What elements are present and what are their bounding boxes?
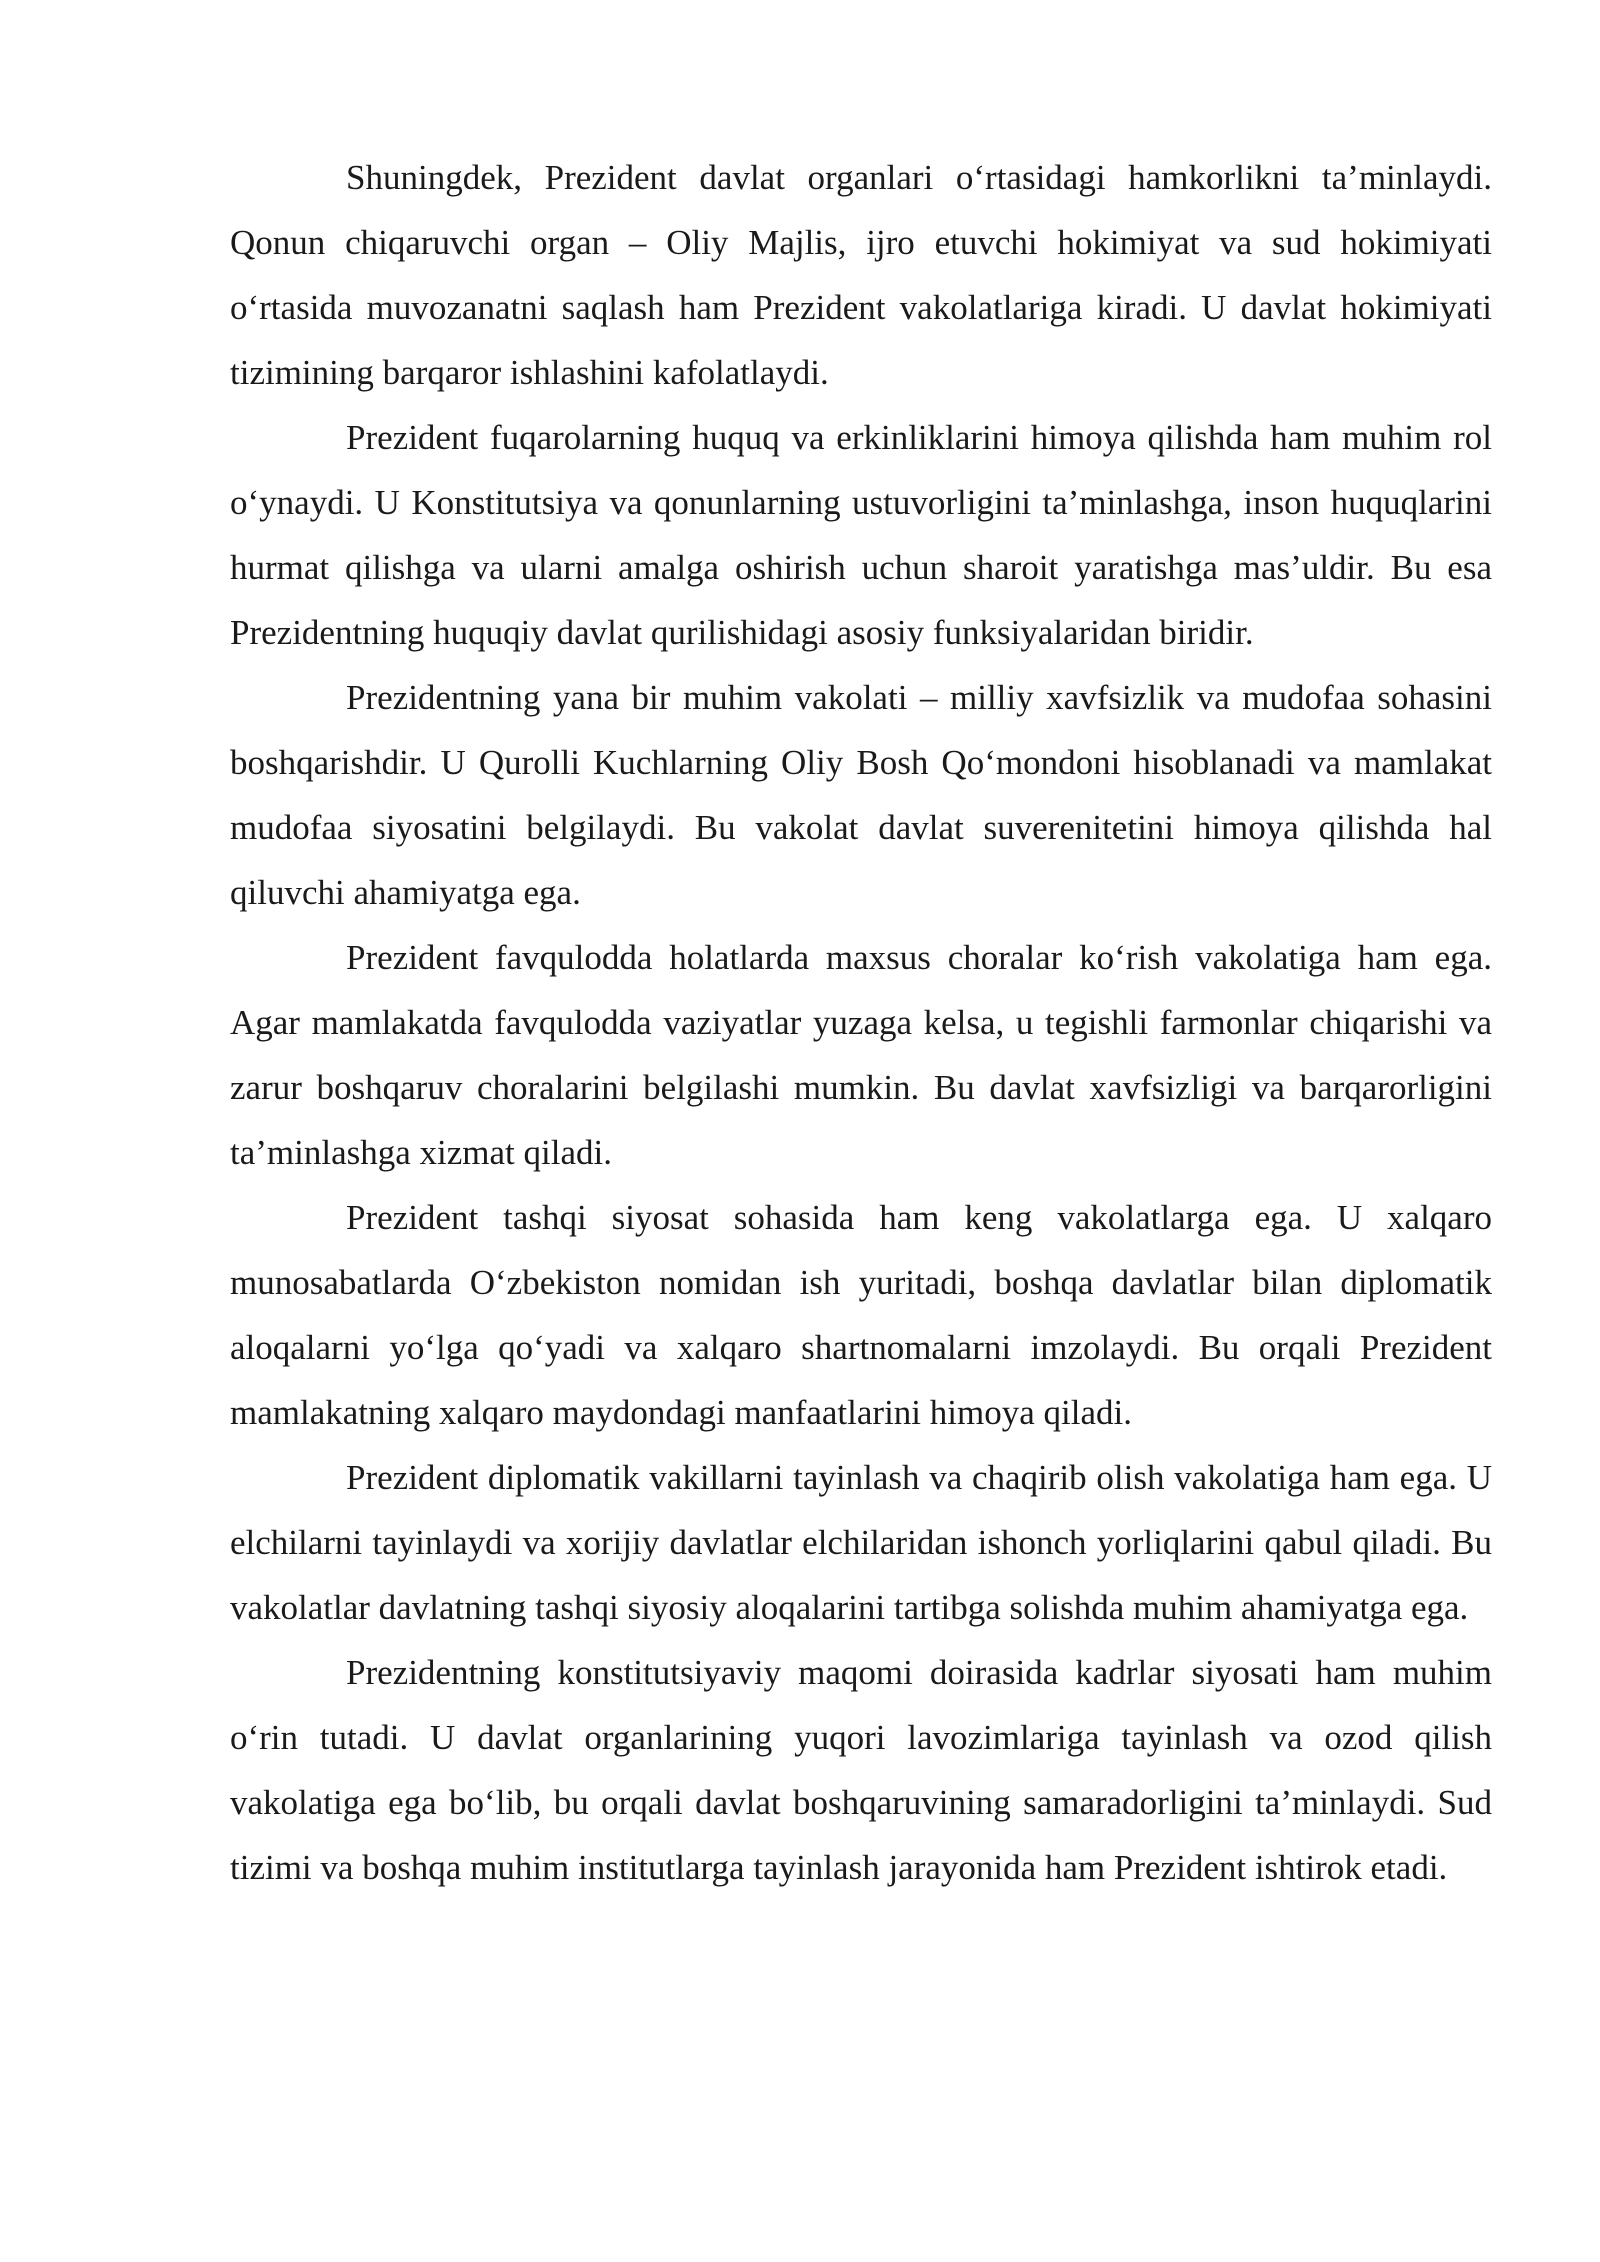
paragraph-7: Prezidentning konstitutsiyaviy maqomi doirasida kadrlar siyosati ham muhim o‘rin tutadi. U davlat organlarining yuqori lavozimlariga tayinlash va ozod qilish vakolatiga ega bo‘lib, bu orqali davlat boshqaruvining samaradorligini ta’minlaydi. Sud tizimi va boshqa muhim institutlarga tayinlash jarayonida ham Prezident ishtirok etadi. [230, 1653, 1492, 1887]
paragraph-5: Prezident tashqi siyosat sohasida ham keng vakolatlarga ega. U xalqaro munosabatlarda O‘zbekiston nomidan ish yuritadi, boshqa davlatlar bilan diplomatik aloqalarni yo‘lga qo‘yadi va xalqaro shartnomalarni imzolaydi. Bu orqali Prezident mamlakatning xalqaro maydondagi manfaatlarini himoya qiladi. [230, 1198, 1492, 1432]
paragraph-3: Prezidentning yana bir muhim vakolati – milliy xavfsizlik va mudofaa sohasini boshqarishdir. U Qurolli Kuchlarning Oliy Bosh Qo‘mondoni hisoblanadi va mamlakat mudofaa siyosatini belgilaydi. Bu vakolat davlat suverenitetini himoya qilishda hal qiluvchi ahamiyatga ega. [230, 678, 1492, 912]
paragraph-4: Prezident favqulodda holatlarda maxsus choralar ko‘rish vakolatiga ham ega. Agar mamlakatda favqulodda vaziyatlar yuzaga kelsa, u tegishli farmonlar chiqarishi va zarur boshqaruv choralarini belgilashi mumkin. Bu davlat xavfsizligi va barqarorligini ta’minlashga xizmat qiladi. [230, 938, 1492, 1172]
paragraph-2: Prezident fuqarolarning huquq va erkinliklarini himoya qilishda ham muhim rol o‘ynaydi. U Konstitutsiya va qonunlarning ustuvorligini ta’minlashga, inson huquqlarini hurmat qilishga va ularni amalga oshirish uchun sharoit yaratishga mas’uldir. Bu esa Prezidentning huquqiy davlat qurilishidagi asosiy funksiyalaridan biridir. [230, 418, 1492, 652]
paragraph-1: Shuningdek, Prezident davlat organlari o‘rtasidagi hamkorlikni ta’minlaydi. Qonun chiqaruvchi organ – Oliy Majlis, ijro etuvchi hokimiyat va sud hokimiyati o‘rtasida muvozanatni saqlash ham Prezident vakolatlariga kiradi. U davlat hokimiyati tizimining barqaror ishlashini kafolatlaydi. [230, 158, 1492, 392]
paragraph-6: Prezident diplomatik vakillarni tayinlash va chaqirib olish vakolatiga ham ega. U elchilarni tayinlaydi va xorijiy davlatlar elchilaridan ishonch yorliqlarini qabul qiladi. Bu vakolatlar davlatning tashqi siyosiy aloqalarini tartibga solishda muhim ahamiyatga ega. [230, 1458, 1492, 1627]
document-body [230, 145, 1492, 1900]
